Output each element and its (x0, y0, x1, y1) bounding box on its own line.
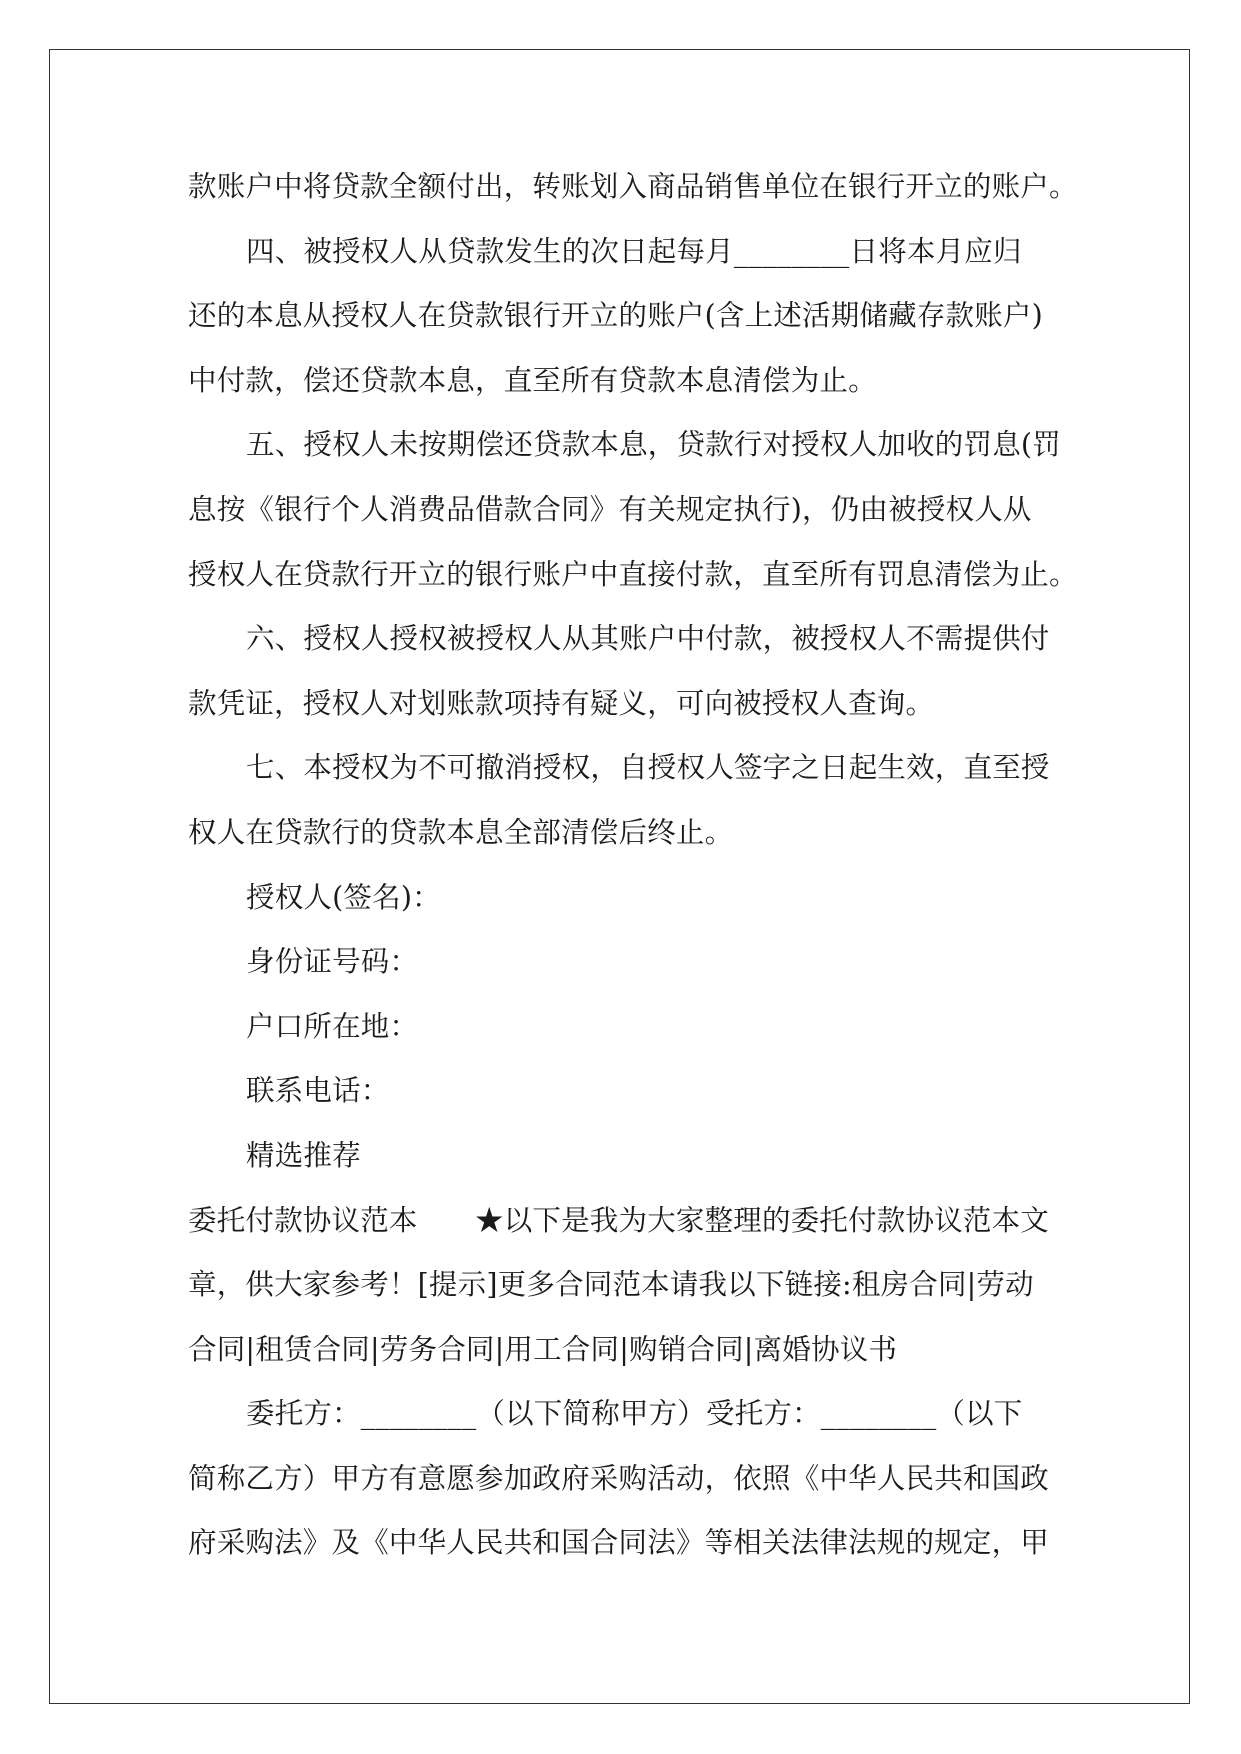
residence-field-label: 户口所在地： (246, 1009, 419, 1043)
text-line: 权人在贷款行的贷款本息全部清偿后终止。 (188, 815, 734, 849)
text-line: 简称乙方）甲方有意愿参加政府采购活动，依照《中华人民共和国政 (188, 1461, 1050, 1495)
text-line: 中付款，偿还贷款本息，直至所有贷款本息清偿为止。 (188, 363, 877, 397)
contract-links-line[interactable]: 合同|租赁合同|劳务合同|用工合同|购销合同|离婚协议书 (188, 1332, 898, 1366)
paragraph-clause-four: 四、被授权人从贷款发生的次日起每月________日将本月应归 (246, 234, 1022, 268)
paragraph-clause-seven: 七、本授权为不可撤消授权，自授权人签字之日起生效，直至授 (246, 751, 1050, 785)
paragraph-clause-six: 六、授权人授权被授权人从其账户中付款，被授权人不需提供付 (246, 622, 1050, 656)
text-line: 息按《银行个人消费品借款合同》有关规定执行)，仍由被授权人从 (188, 492, 1032, 526)
text-line: 还的本息从授权人在贷款银行开立的账户(含上述活期储藏存款账户) (188, 299, 1043, 333)
paragraph-clause-five: 五、授权人未按期偿还贷款本息，贷款行对授权人加收的罚息(罚 (246, 428, 1061, 462)
signature-field-label: 授权人(签名)： (246, 880, 441, 914)
text-line: 授权人在贷款行开立的银行账户中直接付款，直至所有罚息清偿为止。 (188, 557, 1078, 591)
text-line: 款账户中将贷款全额付出，转账划入商品销售单位在银行开立的账户。 (188, 170, 1078, 203)
recommended-heading: 精选推荐 (246, 1138, 361, 1172)
text-line: 款凭证，授权人对划账款项持有疑义，可向被授权人查询。 (188, 686, 935, 720)
document-body (188, 155, 1078, 1576)
id-number-field-label: 身份证号码： (246, 945, 419, 979)
phone-field-label: 联系电话： (246, 1074, 390, 1108)
text-line: 府采购法》及《中华人民共和国合同法》等相关法律法规的规定，甲 (188, 1526, 1050, 1560)
parties-paragraph: 委托方：________（以下简称甲方）受托方：________（以下 (246, 1397, 1023, 1431)
recommended-intro-line: 委托付款协议范本 ★以下是我为大家整理的委托付款协议范本文 (188, 1203, 1050, 1237)
recommended-links-line[interactable]: 章，供大家参考！[提示]更多合同范本请我以下链接:租房合同|劳动 (188, 1268, 1034, 1302)
